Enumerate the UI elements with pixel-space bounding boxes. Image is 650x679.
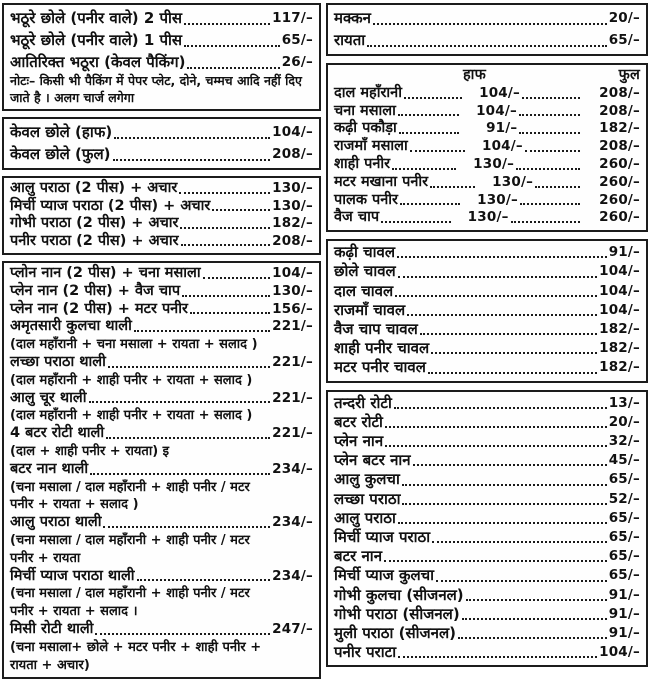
menu-row [10, 390, 313, 408]
item-name: आतिरिक्त भठूरा (केवल पैकिंग) [10, 53, 186, 71]
menu-row [334, 470, 640, 489]
item-name: प्लेन नान (2 पीस) + वैज चाप [10, 282, 181, 299]
dot-leader [398, 522, 607, 524]
item-name: मक्कन [334, 9, 371, 27]
dot-leader [373, 23, 607, 25]
item-name: तन्दरी रोटी [334, 393, 392, 412]
menu-row [10, 372, 313, 390]
item-price: 247/– [272, 620, 313, 637]
item-price-half: 104/– [476, 102, 517, 119]
menu-row [10, 73, 313, 106]
dot-leader [397, 256, 607, 258]
menu-row [10, 215, 313, 233]
item-price: 45/– [608, 452, 640, 469]
menu-row [10, 7, 313, 29]
dot-leader [398, 114, 459, 116]
dot-leader [462, 618, 607, 620]
menu-row [334, 138, 640, 156]
item-price: 26/– [281, 54, 313, 70]
menu-row [10, 29, 313, 51]
item-price-full: 182/– [599, 120, 640, 137]
menu-row [334, 103, 640, 121]
dot-leader-2 [488, 79, 580, 81]
item-name: वैज चाप चावल [334, 319, 418, 338]
item-price: 104/– [599, 301, 640, 318]
item-price: 91/– [608, 605, 640, 622]
menu-column-right [326, 3, 648, 667]
row-text: पनीर + रायता + सलाद ) [10, 497, 139, 513]
dot-leader-2 [522, 97, 580, 99]
dot-leader [404, 97, 462, 99]
item-name: मटर पनीर चावल [334, 358, 426, 377]
menu-row [10, 121, 313, 143]
item-price: 20/– [608, 413, 640, 430]
dot-leader [106, 437, 270, 439]
item-price-half: 91/– [486, 120, 518, 137]
item-name: राजमाँ मसाला [334, 138, 408, 155]
menu-row [334, 320, 640, 339]
item-name: छोले चावल [334, 262, 396, 281]
item-name: बटर रोटी [334, 412, 383, 431]
menu-row [10, 51, 313, 73]
menu-row [334, 451, 640, 470]
menu-row [334, 586, 640, 605]
dot-leader [381, 221, 450, 223]
item-name: शाही पनीर [334, 155, 391, 172]
dot-leader [402, 503, 606, 505]
dot-leader [95, 633, 270, 635]
item-price-full: 260/– [599, 209, 641, 226]
item-name: आलु पराठा थाली [10, 514, 102, 531]
menu-row [10, 585, 313, 603]
dot-leader [432, 541, 607, 543]
item-price: 104/– [599, 644, 640, 661]
row-text: (दाल महाँरानी + चना मसाला + रायता + सलाद ) [10, 337, 258, 353]
dot-leader [103, 526, 270, 528]
menu-section-chawal [326, 239, 648, 382]
item-name: प्लेन बटर नान [334, 451, 411, 470]
item-price: 65/– [608, 32, 640, 48]
item-price: 156/– [272, 300, 313, 317]
menu-row [334, 339, 640, 358]
item-name: मुली पराठा (सीजनल) [334, 624, 456, 643]
item-price: 208/– [272, 146, 313, 162]
dot-leader [385, 426, 607, 428]
menu-row [10, 407, 313, 425]
item-name: चना मसाला [334, 102, 396, 119]
menu-row [334, 509, 640, 528]
dot-leader [392, 168, 456, 170]
menu-row [334, 7, 640, 29]
menu-row [334, 282, 640, 301]
dot-leader-2 [520, 203, 580, 205]
menu-section-makkhan-raita [326, 3, 648, 56]
item-name: लच्छा पराठा [334, 489, 401, 508]
item-price-full: फुल [618, 67, 640, 83]
item-price: 130/– [272, 180, 313, 196]
item-price: 182/– [599, 320, 640, 337]
item-name: भठूरे छोले (पनीर वाले) 2 पीस [10, 9, 183, 27]
item-price: 65/– [608, 471, 640, 488]
item-name: कढ़ी पकौड़ा [334, 120, 397, 137]
dot-leader [466, 599, 607, 601]
menu-row [334, 605, 640, 624]
menu-row [10, 657, 313, 675]
menu-row [334, 85, 640, 103]
menu-row [334, 432, 640, 451]
item-name: दाल चावल [334, 281, 394, 300]
menu-row [10, 354, 313, 372]
item-name: शाही पनीर चावल [334, 339, 430, 358]
dot-leader [190, 312, 270, 314]
row-text: (दाल + शाही पनीर + रायता) इ [10, 443, 170, 459]
menu-row [10, 568, 313, 586]
dot-leader [400, 203, 460, 205]
dot-leader-2 [511, 221, 580, 223]
item-price: 130/– [272, 197, 313, 214]
menu-row [10, 283, 313, 301]
menu-row [334, 413, 640, 432]
menu-row [10, 233, 313, 251]
item-price: 65/– [608, 509, 640, 526]
dot-leader [184, 23, 270, 25]
dot-leader [180, 227, 270, 229]
menu-row [10, 443, 313, 461]
menu-row [334, 29, 640, 51]
menu-row [10, 425, 313, 443]
item-price: 234/– [272, 460, 313, 477]
row-text: (चना मसाला / दाल महाँरानी + शाही पनीर / मटर [10, 479, 250, 495]
menu-row [10, 639, 313, 657]
menu-row [10, 550, 313, 568]
item-price: 221/– [272, 318, 313, 335]
item-name: प्लेन नान [334, 432, 384, 450]
item-name: आलु पराठा [334, 508, 396, 527]
item-name: केवल छोले (फुल) [10, 145, 111, 163]
menu-row [10, 479, 313, 497]
menu-row [10, 198, 313, 216]
dot-leader [458, 637, 607, 639]
dot-leader-2 [516, 168, 580, 170]
item-name: गोभी पराठा (सीजनल) [334, 604, 460, 623]
dot-leader [212, 209, 270, 211]
item-name: गोभी कुलचा (सीजनल) [334, 585, 464, 604]
item-price: 52/– [608, 490, 640, 507]
item-price: 104/– [272, 265, 313, 281]
row-text: पनीर + रायता [10, 550, 81, 566]
dot-leader [385, 445, 607, 447]
item-name: भठूरे छोले (पनीर वाले) 1 पीस [10, 31, 183, 49]
menu-row [10, 496, 313, 514]
dot-leader [184, 45, 280, 47]
item-price-half: 130/– [473, 155, 515, 172]
item-name: आलु चूर थाली [10, 389, 87, 406]
dot-leader-2 [519, 114, 580, 116]
item-price: 20/– [608, 10, 640, 26]
item-price: 130/– [272, 282, 313, 299]
menu-row [334, 262, 640, 281]
dot-leader [410, 150, 465, 152]
item-price: 91/– [608, 625, 640, 642]
dot-leader [431, 352, 597, 354]
dot-leader [399, 132, 460, 134]
item-name: मटर मखाना पनीर [334, 173, 429, 190]
menu-row [10, 461, 313, 479]
item-name: अमृतसारी कुलचा थाली [10, 318, 132, 335]
item-name: आलु कुलचा [334, 470, 400, 489]
item-price-full: 260/– [599, 155, 640, 172]
row-text: (चना मसाला+ छोले + मटर पनीर + शाही पनीर + [10, 639, 262, 655]
menu-row [10, 621, 313, 639]
menu-row [334, 192, 640, 210]
item-name: पनीर पराठा (2 पीस) + अचार [10, 232, 179, 249]
item-price: 234/– [272, 567, 313, 584]
item-name: राजमाँ चावल [334, 300, 406, 319]
menu-section-sabzi-half-full [326, 63, 648, 232]
dot-leader [430, 186, 475, 188]
item-price-half: हाफ [462, 67, 486, 83]
menu-row [10, 532, 313, 550]
item-price: 65/– [608, 529, 640, 546]
dot-leader [108, 366, 270, 368]
dot-leader [113, 159, 271, 161]
item-name: प्लोन नान (2 पीस) + चना मसाला [10, 265, 201, 281]
item-name: 4 बटर रोटी थाली [10, 425, 105, 442]
item-name: गोभी पराठा (2 पीस) + अचार [10, 215, 179, 231]
item-name: मिर्ची प्याज कुलचा [334, 566, 435, 585]
item-price: 65/– [281, 32, 313, 48]
menu-section-kewal-chole [2, 117, 321, 170]
item-price-full: 208/– [599, 138, 641, 155]
item-name: वैज चाप [334, 209, 380, 226]
item-price: 182/– [599, 340, 640, 357]
item-price: 65/– [608, 567, 640, 584]
dot-leader-2 [525, 150, 580, 152]
item-price-full: 260/– [599, 191, 641, 208]
row-text: पनीर + रायता + सलाद । [10, 604, 138, 620]
dot-leader [398, 276, 597, 278]
dot-leader [395, 295, 597, 297]
menu-row [10, 514, 313, 532]
item-name: मिसी रोटी थाली [10, 620, 94, 637]
dot-leader [203, 277, 271, 279]
item-price-half: 130/– [467, 209, 509, 226]
item-price: 221/– [272, 353, 313, 370]
dot-leader [436, 580, 607, 582]
row-text: (चना मसाला / दाल महाँरानी + शाही पनीर / मटर [10, 532, 250, 548]
item-price: 221/– [272, 389, 313, 406]
dot-leader [398, 656, 597, 658]
dot-leader [367, 45, 607, 47]
item-price: 117/– [272, 10, 313, 26]
item-name: बटर नान थाली [10, 460, 89, 477]
menu-row [10, 143, 313, 165]
menu-section-paratha-achar [2, 176, 321, 255]
row-text: नोटः– किसी भी पैकिंग में पेपर प्लेट, दोने, चम्मच आदि नहीं दिए जाते है । अलग चार्ज लगेगा [10, 73, 302, 105]
menu-row [334, 209, 640, 227]
menu-row [334, 358, 640, 377]
item-price-full: 208/– [599, 102, 640, 119]
dot-leader [413, 464, 607, 466]
row-text: (दाल महाँरानी + शाही पनीर + रायता + सलाद ) [10, 372, 253, 388]
menu-row [334, 643, 640, 662]
item-name: केवल छोले (हाफ) [10, 123, 113, 141]
menu-row [334, 624, 640, 643]
item-price: 13/– [608, 394, 640, 411]
menu-row [334, 301, 640, 320]
menu-row [334, 67, 640, 85]
item-name: बटर नान [334, 547, 383, 566]
dot-leader-2 [535, 186, 580, 188]
dot-leader [137, 579, 271, 581]
item-price: 104/– [599, 263, 640, 280]
dot-leader [114, 137, 270, 139]
item-price-half: 104/– [482, 138, 523, 155]
menu-section-naan-thali [2, 261, 321, 679]
item-price-half: 104/– [479, 84, 520, 101]
dot-leader [384, 560, 607, 562]
dot-leader-2 [519, 132, 580, 134]
item-price: 91/– [608, 586, 640, 603]
dot-leader [181, 244, 271, 246]
menu-row [334, 566, 640, 585]
menu-row [10, 265, 313, 283]
item-name: मिर्ची प्याज पराठा (2 पीस) + अचार [10, 197, 211, 214]
item-price: 65/– [608, 548, 640, 565]
menu-row [334, 243, 640, 262]
menu-row [334, 490, 640, 509]
item-price: 32/– [608, 433, 640, 449]
item-price: 221/– [272, 425, 313, 442]
row-text: (चना मसाला / दाल महाँरानी + शाही पनीर / मटर [10, 586, 250, 602]
dot-leader [428, 372, 597, 374]
menu-row [334, 174, 640, 192]
item-price: 104/– [272, 124, 313, 140]
item-price-half: 130/– [492, 173, 534, 190]
menu-row [10, 336, 313, 354]
dot-leader [179, 192, 270, 194]
item-price: 234/– [272, 514, 313, 531]
menu-row [334, 547, 640, 566]
item-name: मिर्ची प्याज पराठा थाली [10, 567, 135, 584]
menu-row [334, 394, 640, 413]
menu-row [10, 318, 313, 336]
item-price: 208/– [272, 232, 313, 249]
menu-row [10, 301, 313, 319]
dot-leader [394, 407, 607, 409]
item-price-full: 260/– [599, 173, 641, 190]
row-text: (दाल महाँरानी + शाही पनीर + रायता + सलाद ) [10, 408, 253, 424]
item-name: दाल महाँरानी [334, 84, 402, 101]
item-name: रायता [334, 31, 366, 49]
dot-leader [89, 401, 271, 403]
item-name: मिर्ची प्याज पराठा [334, 528, 431, 547]
item-price: 104/– [599, 282, 640, 299]
menu-section-bhature-chole [2, 3, 321, 111]
item-price: 182/– [599, 359, 640, 376]
dot-leader [336, 79, 428, 81]
dot-leader [182, 295, 270, 297]
menu-row [334, 156, 640, 174]
item-price-full: 208/– [599, 84, 641, 101]
item-price: 182/– [272, 215, 313, 231]
dot-leader [420, 333, 597, 335]
item-name: पनीर पराटा [334, 643, 397, 662]
item-name: कढ़ी चावल [334, 243, 395, 262]
menu-row [334, 528, 640, 547]
row-text: रायता + अचार) [10, 657, 90, 673]
dot-leader [90, 473, 270, 475]
item-price: 91/– [608, 244, 640, 261]
menu-row [10, 180, 313, 198]
item-name: पालक पनीर [334, 191, 398, 208]
dot-leader [134, 330, 270, 332]
menu-row [10, 603, 313, 621]
item-name: प्लेन नान (2 पीस) + मटर पनीर [10, 300, 188, 317]
item-name: लच्छा पराठा थाली [10, 353, 106, 370]
menu-column-left [2, 3, 321, 679]
menu-row [334, 120, 640, 138]
dot-leader [407, 314, 597, 316]
item-name: आलु पराठा (2 पीस) + अचार [10, 180, 178, 196]
dot-leader [187, 67, 279, 69]
item-price-half: 130/– [477, 191, 518, 208]
menu-section-roti-breads [326, 390, 648, 668]
dot-leader [402, 484, 607, 486]
